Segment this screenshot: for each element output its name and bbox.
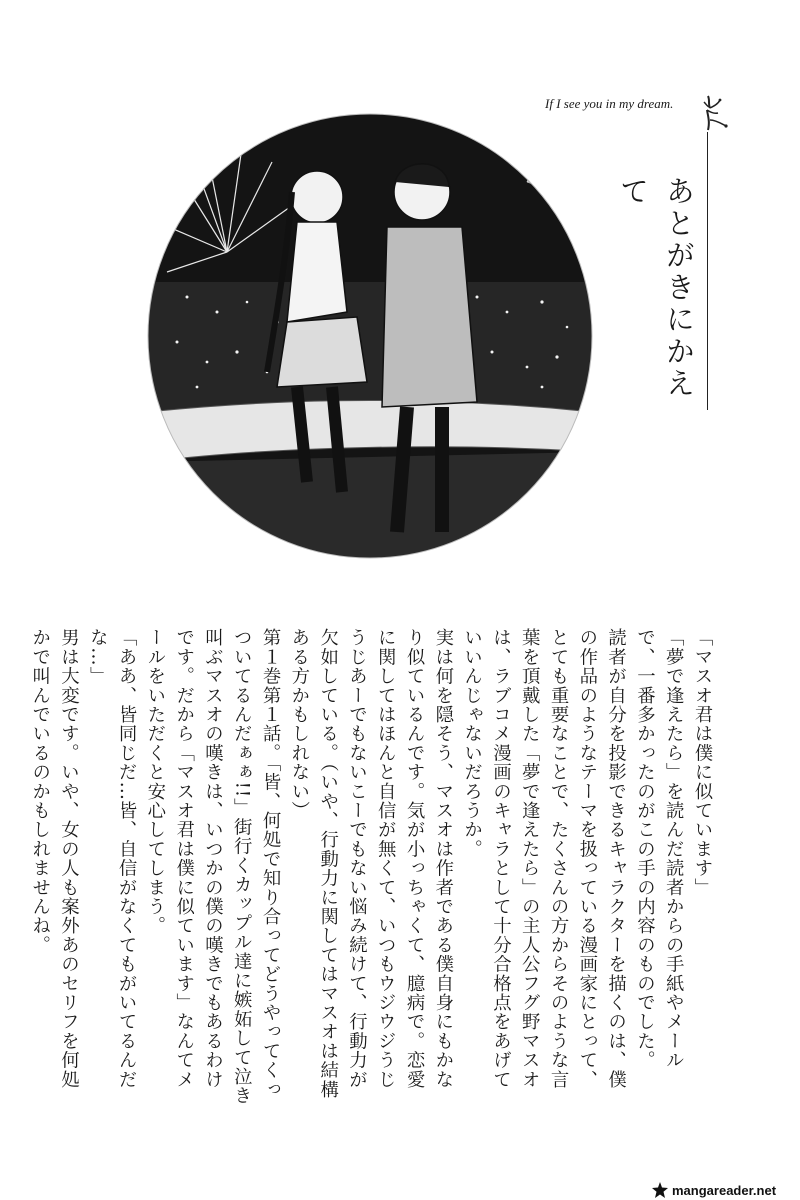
watermark [652,1180,776,1200]
heading-rule [707,132,708,410]
illustration-couple-fireworks [147,112,593,560]
page-heading: あとがきにかえて [616,176,696,400]
ornament-icon [696,86,744,136]
paragraph-4: 実は何を隠そう、マスオは作者である僕自身にもかなり似ているんです。気が小っちゃくて、臆病で。恋愛に関してはほんと自信が無くて、いつもウジウジうじうじあーでもないこーでもない悩み続けて、行動力が欠如している。（いや、行動力に関してはマスオは結構ある方かもしれない） [288,628,454,1099]
paragraph-1: 「マスオ君は僕に似ています」 [692,628,713,897]
afterword-body [29,628,716,1106]
star-bear-logo-icon [652,1182,668,1198]
paragraph-5: 第１巻第１話。「皆、何処で知り合ってどうやってくっついてるんだぁぁ!!」街行くカップル達に嫉妬して泣き叫ぶマスオの嘆きは、いつかの僕の嘆きでもあるわけです。だから「マスオ君は僕に似ています」なんてメールをいただくと安心してしまう。 [144,628,282,1106]
paragraph-7: 男は大変です。いや、女の人も案外あのセリフを何処かで叫んでいるのかもしれませんね。 [29,628,80,1089]
watermark-text: mangareader.net [672,1182,777,1198]
paragraph-3: 読者が自分を投影できるキャラクターを描くのは、僕の作品のようなテーマを扱っている漫画家にとって、とても重要なことで、たくさんの方からそのような言葉を頂戴した「夢で逢えたら」の主人公フグ野マスオは、ラブコメ漫画のキャラとして十分合格点をあげていいんじゃないだろうか。 [461,628,627,1089]
paragraph-2: 「夢で逢えたら」を読んだ読者からの手紙やメールで、一番多かったのがこの手の内容のものでした。 [634,628,685,1070]
subtitle: If I see you in my dream. [545,96,674,111]
paragraph-6: 「ああ、皆同じだ…皆、自信がなくてもがいてるんだな…」 [87,628,138,1089]
